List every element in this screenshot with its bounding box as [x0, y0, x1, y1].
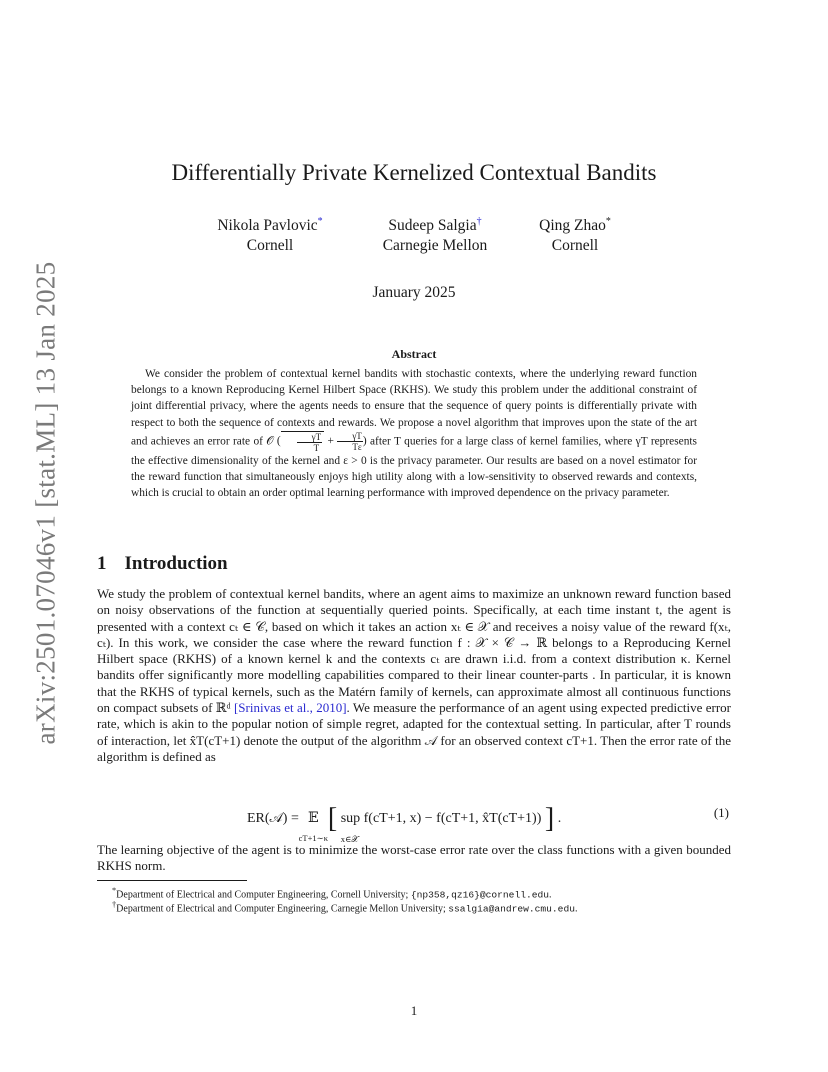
arxiv-identifier: arXiv:2501.07046v1 [stat.ML] 13 Jan 2025: [30, 261, 61, 745]
author-affiliation: Cornell: [551, 237, 599, 255]
author-mark[interactable]: *: [317, 216, 323, 227]
footnote-email[interactable]: ssalgia@andrew.cmu.edu: [448, 903, 575, 915]
footnote-email[interactable]: {np358,qz16}@cornell.edu: [410, 889, 549, 901]
author-block: [520, 212, 630, 256]
intro-paragraph: [97, 586, 731, 765]
page-number: 1: [410, 1003, 418, 1018]
sup-operator: sup: [340, 811, 361, 826]
author-affiliation: Cornell: [246, 237, 294, 255]
intro-text-a: We study the problem of contextual kernel bandits, where an agent aims to maximize an unknown reward function based on noisy observations of the function at sequentially queried points. Specifically, at each time instant t, the agent is presented with a context cₜ ∈ 𝒞, based on which it takes an action xₜ ∈ 𝒳 and receives a noisy value of the reward f(xₜ, cₜ). In this work, we consider the case where the reward function f : 𝒳 × 𝒞 → ℝ belongs to a Reproducing Kernel Hilbert space (RKHS) of a known kernel k and the contexts cₜ are drawn i.i.d. from a context distribution κ. Kernel bandits offer significantly more modelling capabilities compared to their linear counter-parts . In particular, it is known that the RKHS of typical kernels, such as the Matérn family of kernels, can approximate almost all continuous functions on compact subsets of ℝᵈ: [97, 586, 731, 716]
arxiv-sidebar: [28, 258, 64, 748]
footnote-text: Department of Electrical and Computer Engineering, Cornell University;: [116, 889, 411, 901]
footnote-mark: †: [112, 900, 117, 909]
objective-paragraph: The learning objective of the agent is to minimize the worst-case error rate over the class functions with a given bounded RKHS norm.: [97, 842, 731, 874]
citation-link[interactable]: [Srinivas et al., 2010]: [233, 700, 347, 716]
author-block: [360, 212, 510, 256]
sup-subscript: x∈𝒳: [340, 834, 359, 844]
rate-formula: ( $\frac{\gamma T}{T}$ + $\frac{\gamma T}{T\varepsilon}$ ): [276, 431, 367, 453]
rate-denominator: Tε: [352, 442, 362, 453]
intro-text-b: . We measure the performance of an agent using expected predictive error rate, which is akin to the popular notion of simple regret, adapted for the contextual setting. In particular, after T rounds of interaction, let x̂T(cT+1) denote the output of the algorithm 𝒜 for an observed context cT+1. Then the error rate of the algorithm is defined as: [97, 700, 731, 764]
rate-numerator: γT: [297, 432, 322, 443]
expectation-subscript: cT+1∼κ: [298, 833, 329, 843]
equation-1: ER(𝒜) = 𝔼 cT+1∼κ [ sup x∈𝒳 f(cT+1, x) − f(cT+1, x̂T(cT+1)) ] . (1): [247, 803, 729, 844]
abstract-part-1: We consider the problem of contextual kernel bandits with stochastic contexts, where the underlying reward function belongs to a known Reproducing Kernel Hilbert Space (RKHS). We study this problem under the additional constraint of joint differential privacy, where the agents needs to ensure that the sequence of query points is differentially private with respect to both the sequence of contexts and rewards. We propose a novel algorithm that improves upon the state of the art and achieves an error rate of 𝒪: [131, 368, 697, 448]
abstract-heading: Abstract: [391, 347, 437, 361]
section-number: 1: [97, 553, 107, 574]
footnote-end: .: [574, 903, 578, 915]
paper-date: January 2025: [372, 284, 456, 301]
section-heading: [97, 553, 228, 575]
section-title: Introduction: [124, 553, 228, 574]
equation-end: .: [557, 811, 562, 826]
expectation-symbol: 𝔼: [308, 811, 319, 826]
paper-title: Differentially Private Kernelized Contextual Bandits: [171, 160, 657, 185]
footnote-text: Department of Electrical and Computer Engineering, Carnegie Mellon University;: [116, 903, 449, 915]
author-mark: *: [605, 216, 611, 227]
footnote-mark: *: [112, 886, 117, 895]
abstract-part-2: after T queries for a large class of kernel families, where γT represents the effective dimensionality of the kernel and ε > 0 is the privacy parameter. Our results are based on a novel estimator for the reward function that simultaneously enjoys high utility along with a low-sensitivity to observed rewards and contexts, which is crucial to obtain an order optimal learning performance with improved dependence on the privacy parameter.: [131, 435, 697, 500]
footnote-rule: [97, 880, 247, 881]
rate-denominator: T: [313, 442, 320, 453]
rate-plus: +: [327, 435, 334, 448]
footnote-end: .: [549, 889, 552, 901]
author-block: [200, 212, 340, 256]
rate-numerator: γT: [337, 431, 362, 442]
author-name: Sudeep Salgia: [388, 217, 477, 235]
author-affiliation: Carnegie Mellon: [382, 237, 488, 255]
author-name: Qing Zhao: [539, 217, 606, 235]
author-name: Nikola Pavlovic: [217, 217, 318, 235]
author-mark[interactable]: †: [476, 216, 482, 227]
abstract-text: [131, 366, 697, 501]
footnote: [112, 898, 577, 915]
equation-body: f(cT+1, x) − f(cT+1, x̂T(cT+1)): [363, 811, 542, 826]
equation-number: (1): [713, 805, 729, 820]
equation-lhs: ER(𝒜) =: [247, 811, 299, 826]
